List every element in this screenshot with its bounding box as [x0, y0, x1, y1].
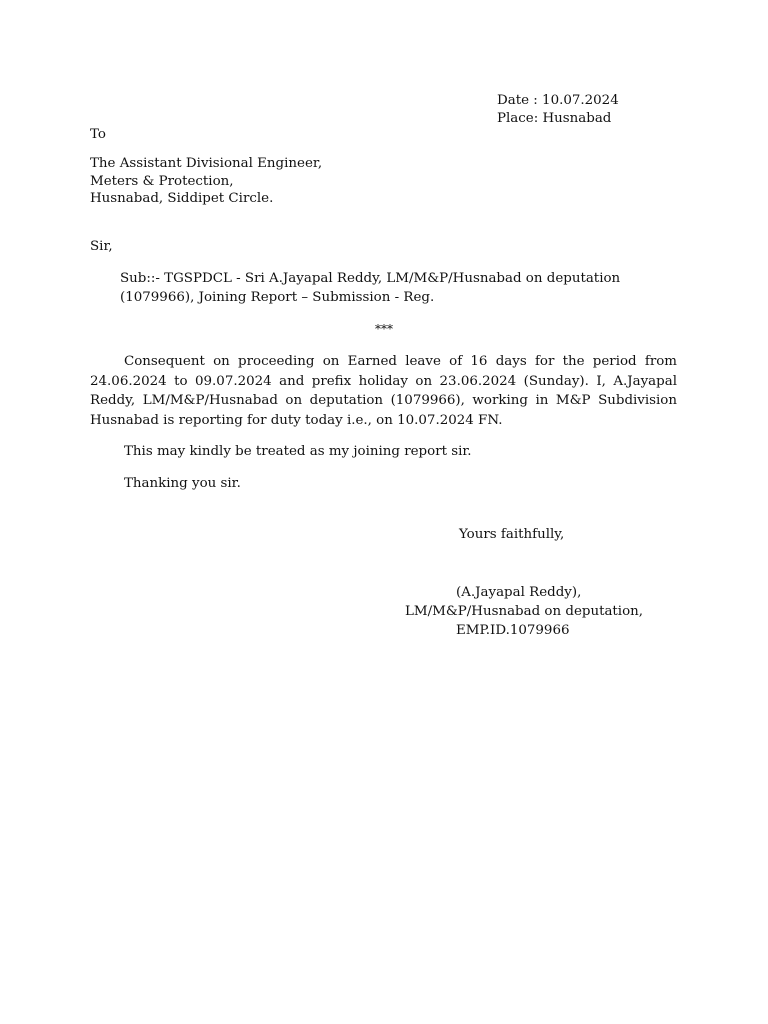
signatory-name: (A.Jayapal Reddy), [456, 585, 582, 600]
recipient-line-3: Husnabad, Siddipet Circle. [90, 191, 274, 206]
recipient-line-2: Meters & Protection, [90, 174, 234, 189]
letter-place: Place: Husnabad [497, 111, 612, 126]
subject-line-2: (1079966), Joining Report – Submission - Reg. [120, 290, 435, 305]
salutation: Sir, [90, 239, 113, 254]
subject-line-1: Sub::- TGSPDCL - Sri A.Jayapal Reddy, LM/M&P/Husnabad on deputation [120, 271, 621, 286]
signatory-designation: LM/M&P/Husnabad on deputation, [405, 604, 644, 619]
closing-yours-faithfully: Yours faithfully, [459, 527, 565, 542]
request-line: This may kindly be treated as my joining report sir. [124, 444, 472, 459]
recipient-to: To [90, 127, 106, 142]
body-paragraph: Consequent on proceeding on Earned leave of 16 days for the period from 24.06.2024 to 09.07.2024 and prefix holiday on 23.06.2024 (Sunday). I, A.Jayapal Reddy, LM/M&P/Husnabad on deputation (1079966), working in M&P Subdivision Husnabad is reporting for duty today i.e., on 10.07.2024 FN. [90, 354, 677, 428]
recipient-line-1: The Assistant Divisional Engineer, [90, 156, 323, 171]
thanks-line: Thanking you sir. [124, 476, 241, 491]
signatory-emp-id: EMP.ID.1079966 [456, 623, 570, 638]
letter-date: Date : 10.07.2024 [497, 93, 619, 108]
separator: *** [375, 322, 393, 336]
